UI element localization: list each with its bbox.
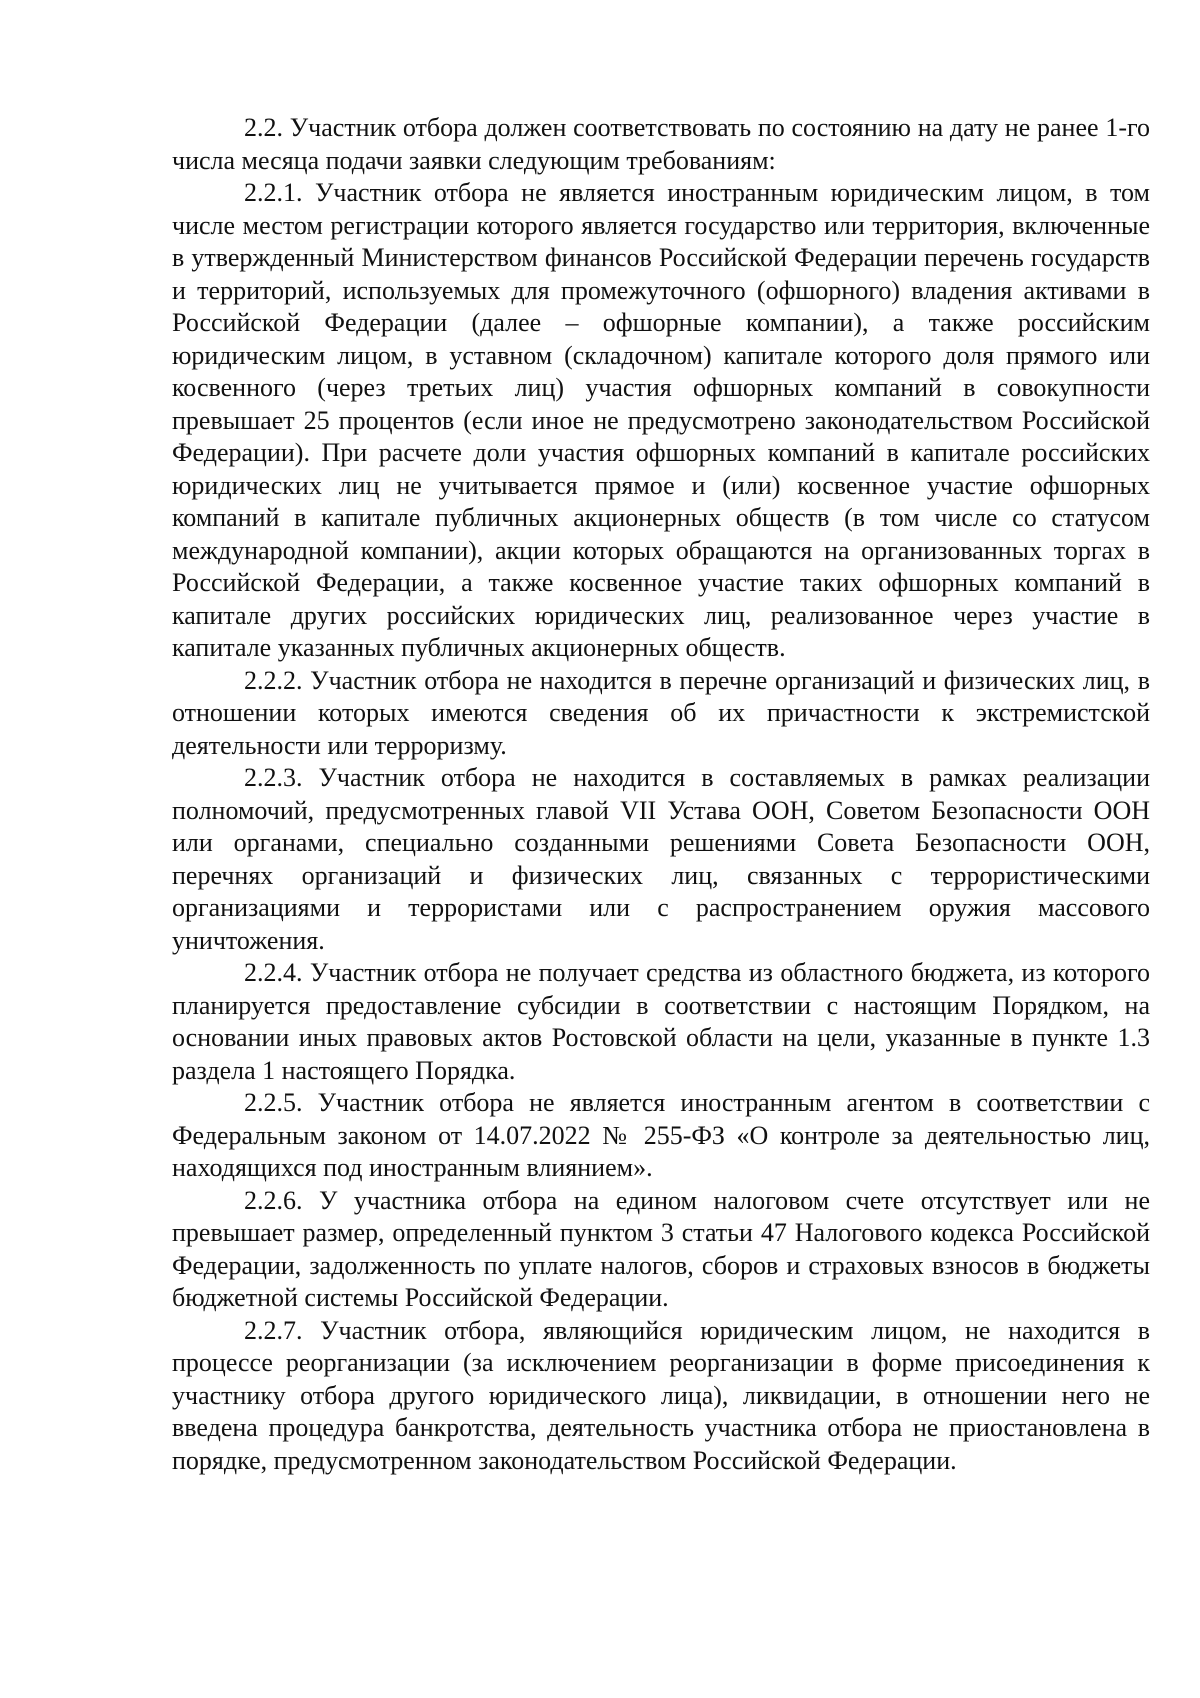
paragraph-2-2-5: 2.2.5. Участник отбора не является иностранным агентом в соответствии с Федеральным законом от 14.07.2022 № 255-ФЗ «О контроле за деятельностью лиц, находящихся под иностранным влиянием». (172, 1088, 1150, 1182)
paragraph-2-2-1: 2.2.1. Участник отбора не является иностранным юридическим лицом, в том числе местом регистрации которого является государство или территория, включенные в утвержденный Министерством финансов Российской Федерации перечень государств и территорий, используемых для промежуточного (офшорного) владения активами в Российской Федерации (далее – офшорные компании), а также российским юридическим лицом, в уставном (складочном) капитале которого доля прямого или косвенного (через третьих лиц) участия офшорных компаний в совокупности превышает 25 процентов (если иное не предусмотрено законодательством Российской Федерации). При расчете доли участия офшорных компаний в капитале российских юридических лиц не учитывается прямое и (или) косвенное участие офшорных компаний в капитале публичных акционерных обществ (в том числе со статусом международной компании), акции которых обращаются на организованных торгах в Российской Федерации, а также косвенное участие таких офшорных компаний в капитале других российских юридических лиц, реализованное через участие в капитале указанных публичных акционерных обществ. (172, 178, 1150, 662)
paragraph-2-2-2: 2.2.2. Участник отбора не находится в перечне организаций и физических лиц, в отношении которых имеются сведения об их причастности к экстремистской деятельности или терроризму. (172, 665, 1150, 760)
paragraph-2-2-7: 2.2.7. Участник отбора, являющийся юридическим лицом, не находится в процессе реорганизации (за исключением реорганизации в форме присоединения к участнику отбора другого юридического лица), ликвидации, в отношении него не введена процедура банкротства, деятельность участника отбора не приостановлена в порядке, предусмотренном законодательством Российской Федерации. (172, 1315, 1150, 1475)
paragraph-2-2-6: 2.2.6. У участника отбора на едином налоговом счете отсутствует или не превышает размер, определенный пунктом 3 статьи 47 Налогового кодекса Российской Федерации, задолженность по уплате налогов, сборов и страховых взносов в бюджеты бюджетной системы Российской Федерации. (172, 1185, 1150, 1312)
paragraph-2-2-4: 2.2.4. Участник отбора не получает средства из областного бюджета, из которого планируется предоставление субсидии в соответствии с настоящим Порядком, на основании иных правовых актов Ростовской области на цели, указанные в пункте 1.3 раздела 1 настоящего Порядка. (172, 958, 1150, 1085)
document-page (172, 112, 1150, 1477)
paragraph-2-2-3: 2.2.3. Участник отбора не находится в составляемых в рамках реализации полномочий, предусмотренных главой VII Устава ООН, Советом Безопасности ООН или органами, специально созданными решениями Совета Безопасности ООН, перечнях организаций и физических лиц, связанных с террористическими организациями и террористами или с распространением оружия массового уничтожения. (172, 763, 1150, 955)
paragraph-2-2: 2.2. Участник отбора должен соответствовать по состоянию на дату не ранее 1-го числа месяца подачи заявки следующим требованиям: (172, 113, 1150, 175)
